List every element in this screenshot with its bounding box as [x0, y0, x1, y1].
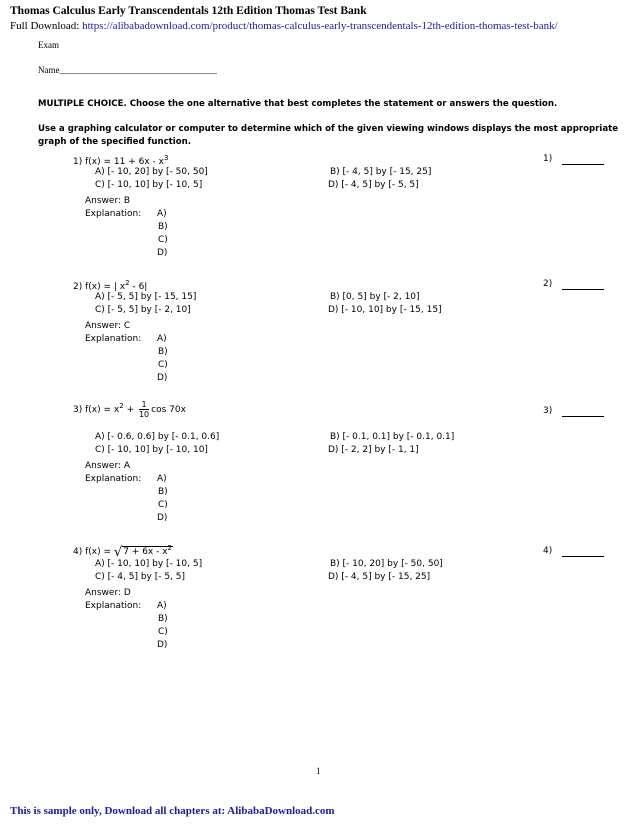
question-1-right-number: 1): [543, 154, 553, 164]
question-3-fraction: [139, 400, 149, 419]
document-title: Thomas Calculus Early Transcendentals 12th Edition Thomas Test Bank: [10, 5, 367, 17]
instruction-line-1: Use a graphing calculator or computer to determine which of the given viewing windows displays the most appropriate: [38, 124, 619, 134]
download-line: [10, 20, 558, 32]
question-2-option-d: D) [- 10, 10] by [- 15, 15]: [328, 305, 442, 315]
question-1-answer: Answer: B: [85, 196, 131, 206]
question-2-explanation-d: D): [157, 373, 168, 383]
question-3-number: 3): [73, 405, 83, 415]
question-1-explanation-label: Explanation:: [85, 209, 142, 219]
question-3-explanation-d: D): [157, 513, 168, 523]
question-4-answer: Answer: D: [85, 588, 131, 598]
question-1-option-d: D) [- 4, 5] by [- 5, 5]: [328, 180, 419, 190]
question-4-answer-slot: [543, 546, 604, 557]
question-3-option-d: D) [- 2, 2] by [- 1, 1]: [328, 445, 419, 455]
question-4-option-a: A) [- 10, 10] by [- 10, 5]: [95, 559, 203, 569]
question-4-explanation-a: A): [157, 601, 167, 611]
question-1-number: 1): [73, 157, 83, 167]
question-3-answer: Answer: A: [85, 461, 131, 471]
question-3-explanation-c: C): [158, 500, 168, 510]
question-3-option-a: A) [- 0.6, 0.6] by [- 0.1, 0.6]: [95, 432, 220, 442]
question-4-option-c: C) [- 4, 5] by [- 5, 5]: [95, 572, 186, 582]
question-3-option-c: C) [- 10, 10] by [- 10, 10]: [95, 445, 208, 455]
instruction-line-2: graph of the specified function.: [38, 137, 192, 147]
question-3-option-b: B) [- 0.1, 0.1] by [- 0.1, 0.1]: [330, 432, 455, 442]
download-link[interactable]: https://alibabadownload.com/product/thomas-calculus-early-transcendentals-12th-edition-thomas-test-bank/: [82, 20, 558, 32]
question-4-option-b: B) [- 10, 20] by [- 50, 50]: [330, 559, 443, 569]
question-4-radicand-text: 7 + 6x - x: [123, 547, 168, 557]
question-3-explanation-label: Explanation:: [85, 474, 142, 484]
question-2-answer-slot: [543, 279, 604, 290]
question-4-function: f(x) =: [85, 547, 114, 557]
question-3-fraction-numerator: 1: [139, 400, 149, 410]
question-3-explanation-a: A): [157, 474, 167, 484]
question-2-option-a: A) [- 5, 5] by [- 15, 15]: [95, 292, 197, 302]
question-1-option-c: C) [- 10, 10] by [- 10, 5]: [95, 180, 203, 190]
question-3-function: f(x) = x: [85, 405, 120, 415]
question-1-function: f(x) = 11 + 6x - x: [85, 157, 164, 167]
question-4-prompt: [73, 543, 173, 558]
question-1-explanation-d: D): [157, 248, 168, 258]
question-2-blank[interactable]: [562, 280, 604, 290]
question-4-option-d: D) [- 4, 5] by [- 15, 25]: [328, 572, 431, 582]
page-number: 1: [316, 766, 321, 776]
question-2-option-c: C) [- 5, 5] by [- 2, 10]: [95, 305, 191, 315]
question-3-prompt: [73, 400, 186, 419]
question-2-function: f(x) = | x: [85, 282, 126, 292]
question-2-explanation-a: A): [157, 334, 167, 344]
question-2-explanation-label: Explanation:: [85, 334, 142, 344]
question-1-exponent: 3: [163, 154, 169, 162]
question-4-number: 4): [73, 547, 83, 557]
question-3-explanation-b: B): [158, 487, 168, 497]
question-2-number: 2): [73, 282, 83, 292]
question-4-explanation-b: B): [158, 614, 168, 624]
question-1-explanation-c: C): [158, 235, 168, 245]
question-4-explanation-d: D): [157, 640, 168, 650]
question-1-option-b: B) [- 4, 5] by [- 15, 25]: [330, 167, 432, 177]
section-heading: MULTIPLE CHOICE. Choose the one alternative that best completes the statement or answers the question.: [38, 99, 558, 109]
download-label: Full Download:: [10, 20, 83, 32]
name-field: Name___________________________________: [38, 65, 217, 75]
square-root-icon: √: [113, 545, 123, 560]
question-2-explanation-b: B): [158, 347, 168, 357]
question-1-prompt: [73, 153, 168, 168]
question-3-plus: +: [123, 405, 137, 415]
question-1-option-a: A) [- 10, 20] by [- 50, 50]: [95, 167, 208, 177]
question-3-exponent: 2: [119, 402, 124, 410]
question-3-function-suffix: cos 70x: [151, 405, 186, 415]
question-1-blank[interactable]: [562, 155, 604, 165]
question-3-fraction-denominator: 10: [138, 410, 150, 419]
question-2-prompt: [73, 278, 147, 293]
question-3-right-number: 3): [543, 406, 553, 416]
exam-label: Exam: [38, 40, 59, 50]
question-2-answer: Answer: C: [85, 321, 131, 331]
question-1-explanation-a: A): [157, 209, 167, 219]
question-2-explanation-c: C): [158, 360, 168, 370]
question-2-option-b: B) [0, 5] by [- 2, 10]: [330, 292, 420, 302]
question-4-explanation-c: C): [158, 627, 168, 637]
question-1-explanation-b: B): [158, 222, 168, 232]
question-4-radicand: [122, 546, 173, 557]
footer-notice: This is sample only, Download all chapters at: AlibabaDownload.com: [10, 805, 335, 817]
question-2-right-number: 2): [543, 279, 553, 289]
question-2-exponent: 2: [125, 279, 130, 287]
question-4-square-root: [114, 543, 173, 558]
question-4-exponent: 2: [167, 544, 173, 552]
question-4-blank[interactable]: [562, 547, 604, 557]
question-1-answer-slot: [543, 154, 604, 165]
question-2-function-suffix: - 6|: [129, 282, 148, 292]
question-3-answer-slot: [543, 406, 604, 417]
question-4-right-number: 4): [543, 546, 553, 556]
question-4-explanation-label: Explanation:: [85, 601, 142, 611]
question-3-blank[interactable]: [562, 407, 604, 417]
